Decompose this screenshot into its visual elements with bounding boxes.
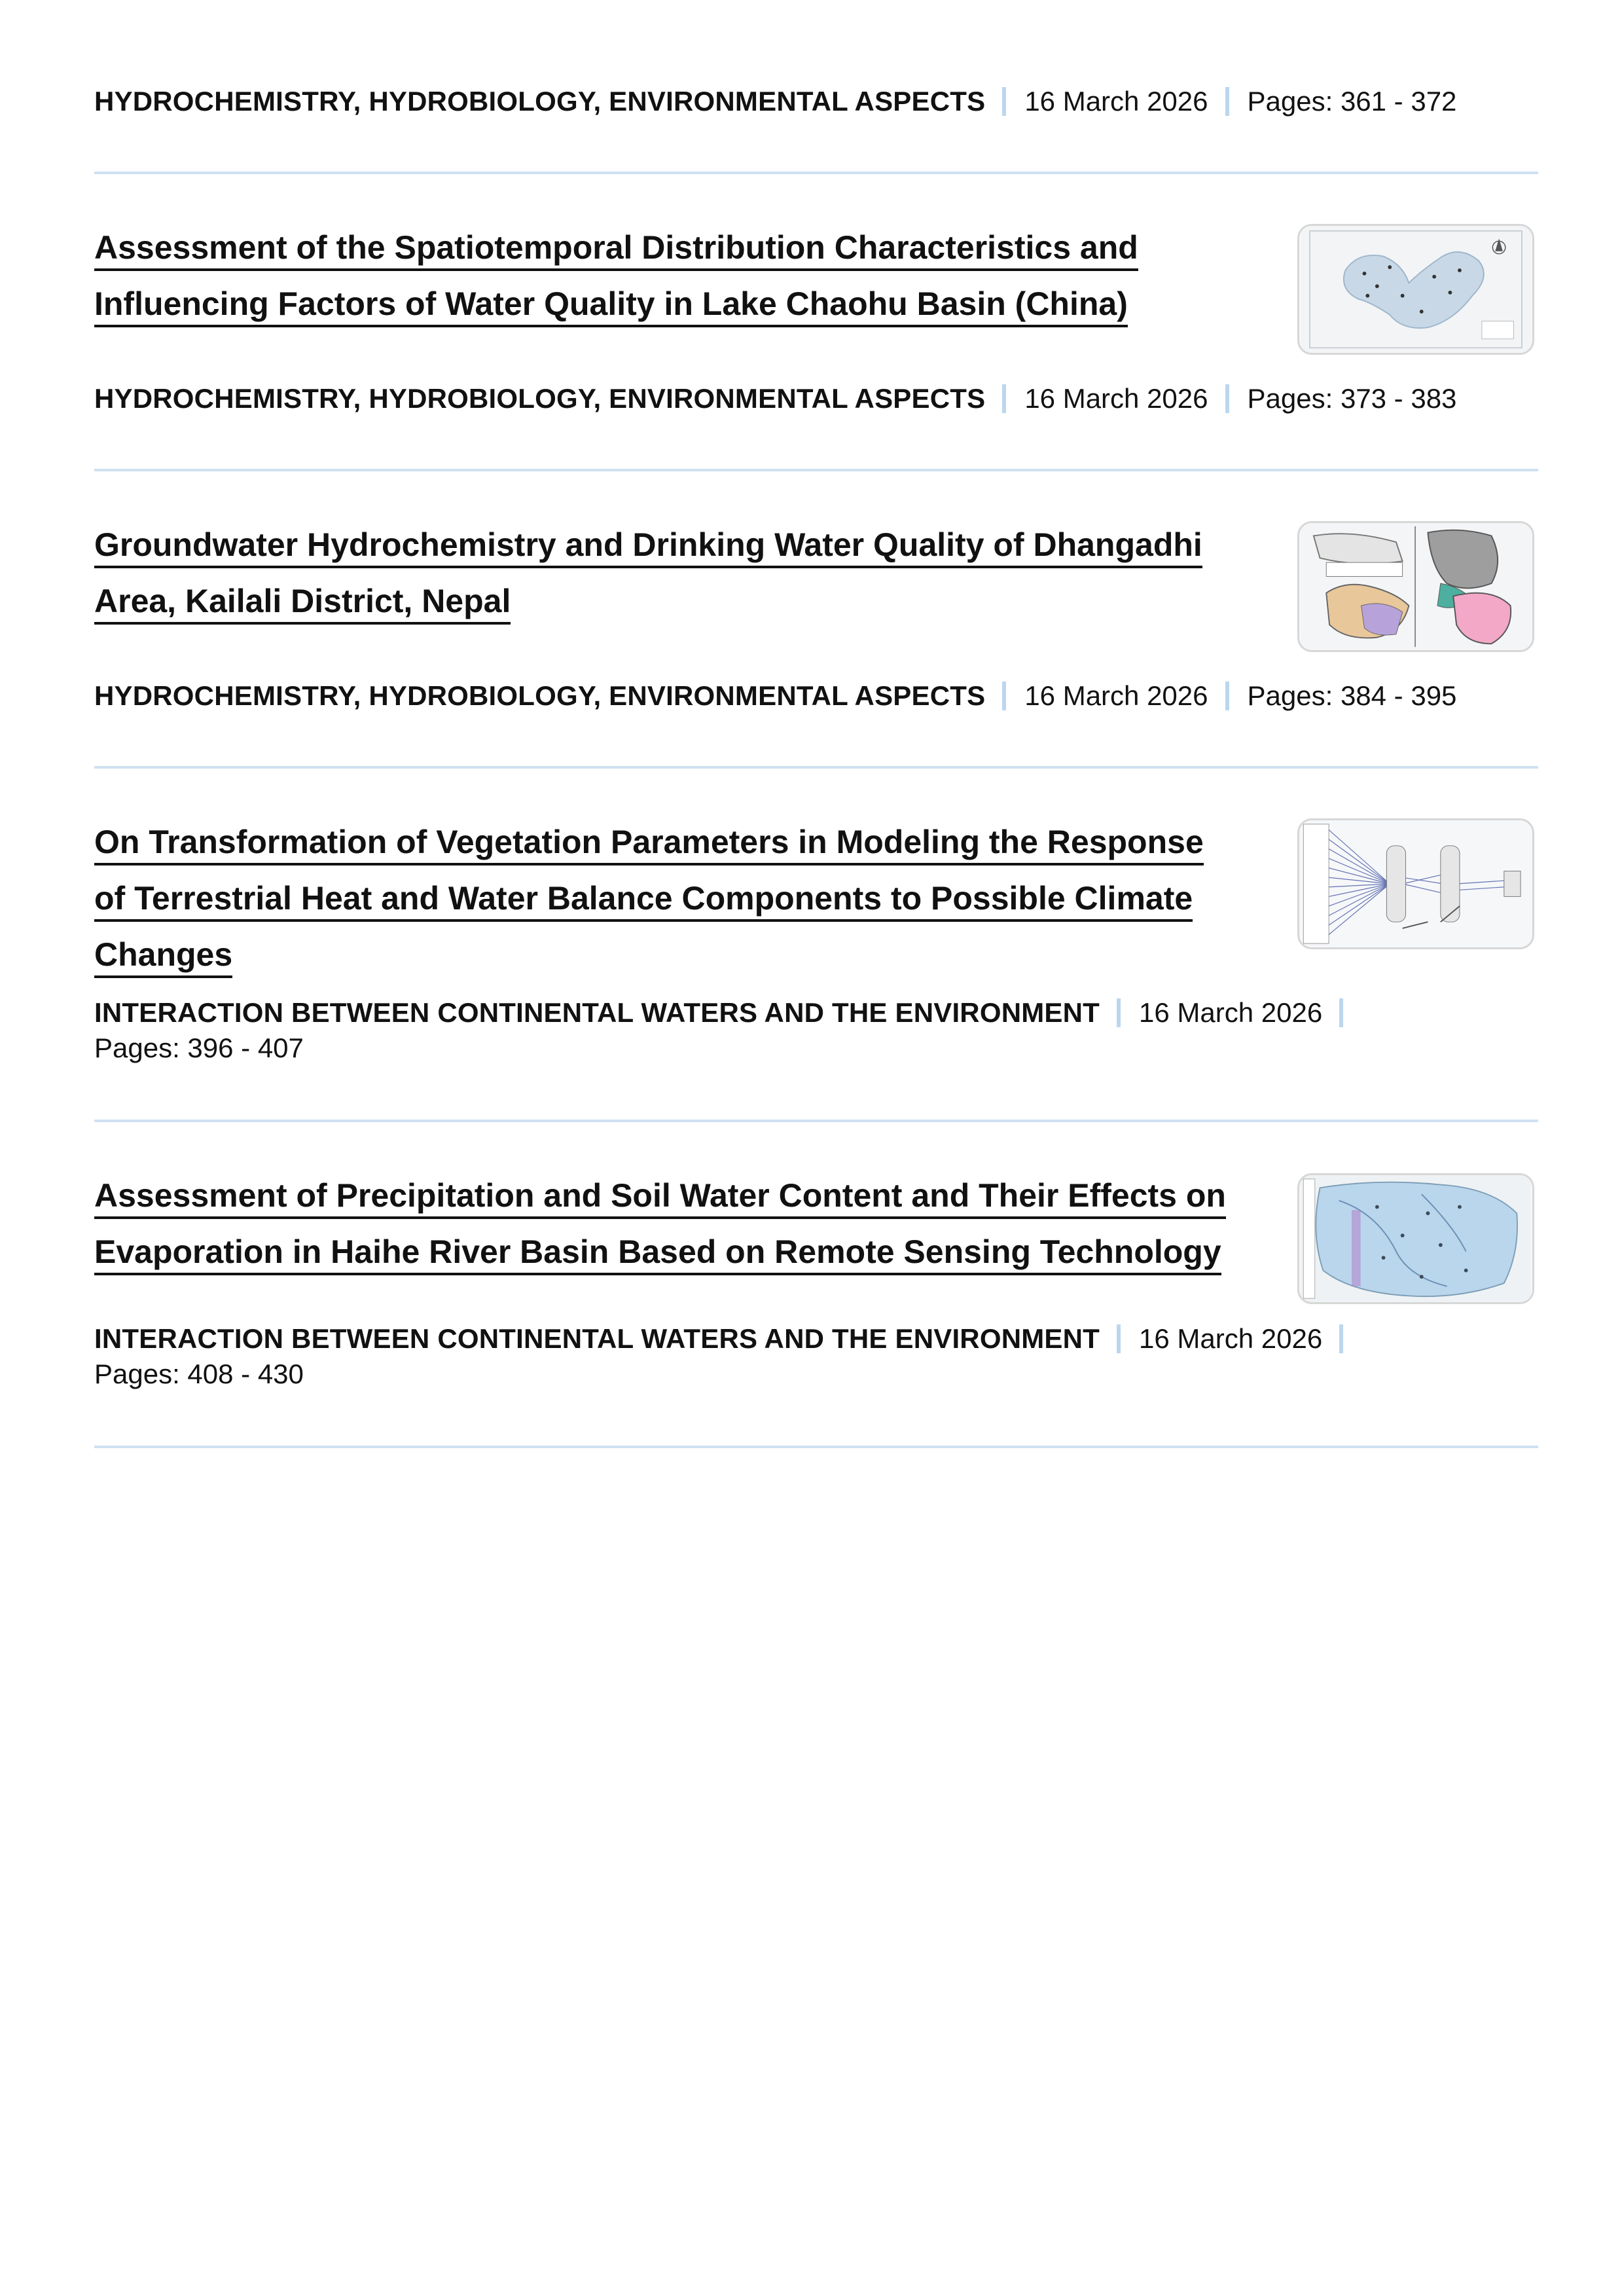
title-line[interactable]: Evaporation in Haihe River Basin Based on Remote Sensing Technology bbox=[94, 1231, 1221, 1275]
district-map-thumbnail[interactable] bbox=[1297, 521, 1534, 652]
article-meta bbox=[94, 381, 1456, 416]
map-icon bbox=[1299, 1175, 1532, 1302]
separator bbox=[1225, 87, 1229, 116]
title-line[interactable]: Assessment of the Spatiotemporal Distribution Characteristics and bbox=[94, 227, 1138, 271]
article-title-link[interactable] bbox=[94, 817, 1204, 986]
title-line[interactable]: Influencing Factors of Water Quality in Lake Chaohu Basin (China) bbox=[94, 283, 1128, 327]
section-link[interactable]: INTERACTION BETWEEN CONTINENTAL WATERS AND THE ENVIRONMENT bbox=[94, 997, 1100, 1028]
article-meta bbox=[94, 1321, 1361, 1392]
article-title-link[interactable] bbox=[94, 223, 1138, 335]
divider bbox=[94, 469, 1538, 471]
publish-date: 16 March 2026 bbox=[1024, 680, 1208, 711]
article-meta bbox=[94, 678, 1456, 714]
article-title-link[interactable] bbox=[94, 520, 1202, 632]
article-title-link[interactable] bbox=[94, 1171, 1226, 1283]
title-line[interactable]: Assessment of Precipitation and Soil Water Content and Their Effects on bbox=[94, 1175, 1226, 1219]
page-range: Pages: 408 - 430 bbox=[94, 1358, 304, 1389]
separator bbox=[1002, 384, 1006, 413]
page-range: Pages: 361 - 372 bbox=[1247, 86, 1457, 117]
divider bbox=[94, 1120, 1538, 1122]
title-line[interactable]: Changes bbox=[94, 934, 232, 978]
separator bbox=[1002, 87, 1006, 116]
title-line[interactable]: Area, Kailali District, Nepal bbox=[94, 580, 511, 625]
article-meta bbox=[94, 84, 1456, 119]
section-link[interactable]: HYDROCHEMISTRY, HYDROBIOLOGY, ENVIRONMENTAL ASPECTS bbox=[94, 680, 986, 711]
page-range: Pages: 384 - 395 bbox=[1247, 680, 1457, 711]
section-link[interactable]: HYDROCHEMISTRY, HYDROBIOLOGY, ENVIRONMENTAL ASPECTS bbox=[94, 86, 986, 117]
separator bbox=[1339, 998, 1343, 1027]
separator bbox=[1002, 682, 1006, 710]
publish-date: 16 March 2026 bbox=[1139, 1323, 1323, 1354]
basin-map-thumbnail[interactable] bbox=[1297, 1173, 1534, 1304]
separator bbox=[1225, 682, 1229, 710]
lake-map-thumbnail[interactable] bbox=[1297, 224, 1534, 355]
section-link[interactable]: INTERACTION BETWEEN CONTINENTAL WATERS AND THE ENVIRONMENT bbox=[94, 1323, 1100, 1354]
diagram-icon bbox=[1299, 820, 1532, 947]
article-meta bbox=[94, 995, 1361, 1066]
title-line[interactable]: of Terrestrial Heat and Water Balance Components to Possible Climate bbox=[94, 877, 1193, 922]
section-link[interactable]: HYDROCHEMISTRY, HYDROBIOLOGY, ENVIRONMENTAL ASPECTS bbox=[94, 383, 986, 414]
page-range: Pages: 373 - 383 bbox=[1247, 383, 1457, 414]
publish-date: 16 March 2026 bbox=[1024, 86, 1208, 117]
divider bbox=[94, 172, 1538, 174]
separator bbox=[1117, 998, 1121, 1027]
separator bbox=[1339, 1324, 1343, 1353]
publish-date: 16 March 2026 bbox=[1139, 997, 1323, 1028]
separator bbox=[1117, 1324, 1121, 1353]
separator bbox=[1225, 384, 1229, 413]
model-diagram-thumbnail[interactable] bbox=[1297, 818, 1534, 949]
divider bbox=[94, 766, 1538, 769]
title-line[interactable]: Groundwater Hydrochemistry and Drinking Water Quality of Dhangadhi bbox=[94, 524, 1202, 568]
divider bbox=[94, 1446, 1538, 1448]
publish-date: 16 March 2026 bbox=[1024, 383, 1208, 414]
map-icon bbox=[1299, 523, 1532, 650]
page-range: Pages: 396 - 407 bbox=[94, 1032, 304, 1063]
title-line[interactable]: On Transformation of Vegetation Parameters in Modeling the Response bbox=[94, 821, 1204, 866]
map-icon bbox=[1299, 226, 1532, 353]
